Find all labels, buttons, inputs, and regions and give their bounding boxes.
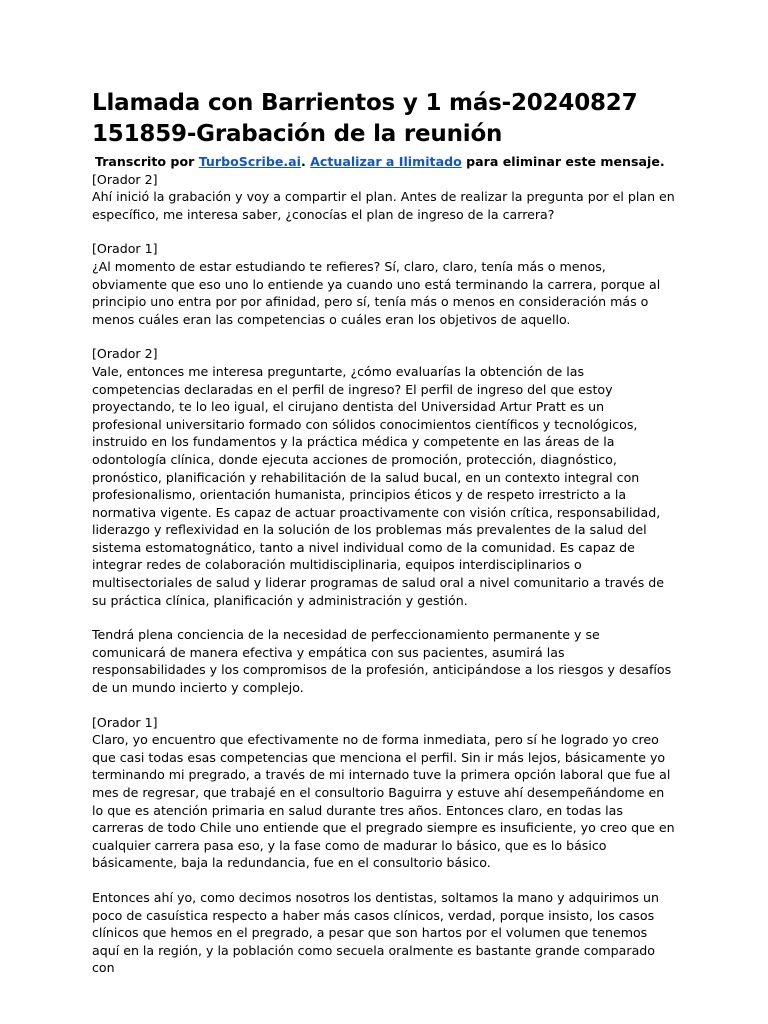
transcript-paragraph: ¿Al momento de estar estudiando te refieres? Sí, claro, claro, tenía más o menos, obviamente que eso uno lo entiende ya cuando uno está terminando la carrera, porque al principio uno entra por por afinidad, pero sí, tenía más o menos en consideración más o menos cuáles eran las competencias o cuáles eran los objetivos de aquello. — [92, 258, 661, 327]
transcript-paragraph: Vale, entonces me interesa preguntarte, ¿cómo evaluarías la obtención de las competencias declaradas en el perfil de ingreso? El perfil de ingreso del que estoy proyectando, te lo leo igual, el cirujano dentista del Universidad Artur Pratt es un profesional universitario formado con sólidos conocimientos científicos y tecnológicos, instruido en los fundamentos y la práctica médica y competente en las áreas de la odontología clínica, donde ejecuta acciones de promoción, protección, diagnóstico, pronóstico, planificación y rehabilitación de la salud bucal, en un contexto integral con profesionalismo, orientación humanista, principios éticos y de respeto irrestricto a la normativa vigente. Es capaz de actuar proactivamente con visión crítica, responsabilidad, liderazgo y reflexividad en la solución de los problemas más prevalentes de la salud del sistema estomatognático, tanto a nivel individual como de la comunidad. Es capaz de integrar redes de colaboración multidisciplinaria, equipos interdisciplinarios o multisectoriales de salud y liderar programas de salud oral a nivel comunitario a través de su práctica clínica, planificación y administración y gestión. — [92, 363, 665, 608]
upgrade-unlimited-link[interactable]: Actualizar a Ilimitado — [310, 154, 462, 169]
transcript-segment — [92, 714, 676, 977]
speaker-label: [Orador 2] — [92, 171, 158, 187]
notice-suffix: para eliminar este mensaje. — [461, 154, 665, 169]
speaker-label: [Orador 2] — [92, 346, 158, 362]
transcript-paragraph: Tendrá plena conciencia de la necesidad de perfeccionamiento permanente y se comunicará de manera efectiva y empática con sus pacientes, asumirá las responsabilidades y los compromisos de la profesión, anticipándose a los riesgos y desafíos de un mundo incierto y complejo. — [92, 627, 672, 696]
notice-separator: . — [300, 154, 311, 169]
transcript-paragraph: Entonces ahí yo, como decimos nosotros los dentistas, soltamos la mano y adquirimos un poco de casuística respecto a haber más casos clínicos, verdad, porque insisto, los casos clínicos que hemos en el pregrado, a pesar que son hartos por el volumen que tenemos aquí en la región, y la población como secuela oralmente es bastante grande comparado con — [92, 889, 659, 976]
transcript-paragraph: Claro, yo encuentro que efectivamente no de forma inmediata, pero sí he logrado yo creo que casi todas esas competencias que menciona el perfil. Sin ir más lejos, básicamente yo terminando mi pregrado, a través de mi internado tuve la primera opción laboral que fue al mes de regresar, que trabajé en el consultorio Baguirra y estuve ahí desempeñándome en lo que es atención primaria en salud durante tres años. Entonces claro, en todas las carreras de todo Chile uno entiende que el pregrado siempre es insuficiente, yo creo que en cualquier carrera pasa eso, y la fase como de madurar lo básico, que es lo básico básicamente, baja la redundancia, fue en el consultorio básico. — [92, 732, 675, 871]
transcript-paragraph: Ahí inició la grabación y voy a compartir el plan. Antes de realizar la pregunta por el plan en específico, me interesa saber, ¿conocías el plan de ingreso de la carrera? — [92, 189, 675, 222]
transcription-notice — [95, 153, 676, 171]
transcript-segment — [92, 171, 676, 224]
transcript-segment — [92, 240, 676, 328]
transcript-segment — [92, 345, 676, 696]
speaker-label: [Orador 1] — [92, 241, 158, 257]
speaker-label: [Orador 1] — [92, 714, 158, 730]
turboscribe-link[interactable]: TurboScribe.ai — [198, 154, 301, 169]
notice-prefix: Transcrito por — [95, 154, 199, 169]
document-title: Llamada con Barrientos y 1 más-20240827 151859-Grabación de la reunión — [92, 90, 638, 147]
